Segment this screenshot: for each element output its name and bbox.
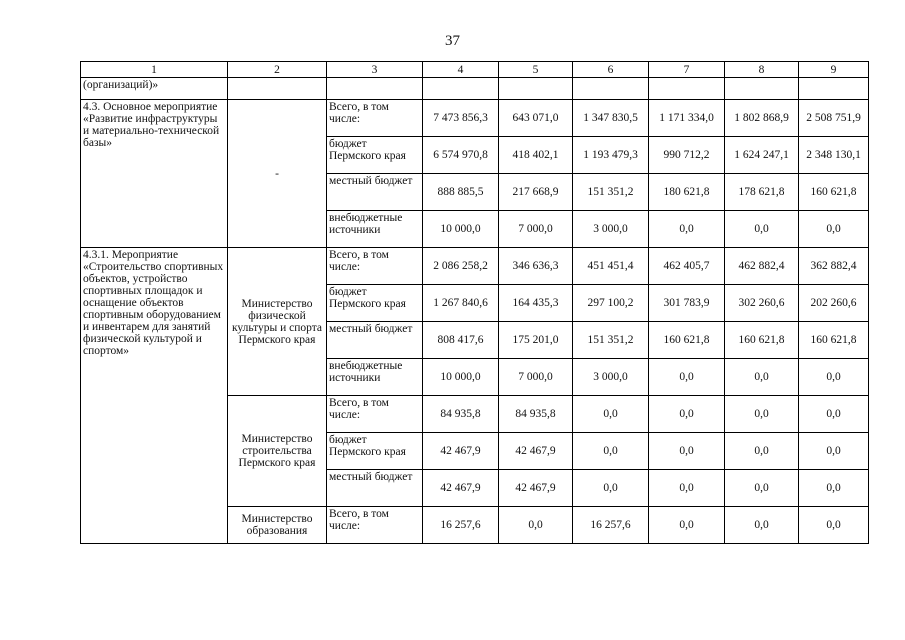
value-cell: 462 882,4 (725, 248, 799, 285)
value-cell: 160 621,8 (725, 322, 799, 359)
table-row (81, 248, 869, 285)
executor-cell: Министерство образования (228, 507, 327, 544)
value-cell: 0,0 (725, 211, 799, 248)
value-cell: 1 171 334,0 (649, 100, 725, 137)
header-row (81, 62, 869, 78)
value-cell: 302 260,6 (725, 285, 799, 322)
value-cell: 0,0 (649, 433, 725, 470)
value-cell: 808 417,6 (423, 322, 499, 359)
value-cell: 2 086 258,2 (423, 248, 499, 285)
header-cell: 9 (799, 62, 869, 78)
value-cell: 297 100,2 (573, 285, 649, 322)
value-cell: 6 574 970,8 (423, 137, 499, 174)
value-cell: 0,0 (573, 396, 649, 433)
value-cell: 462 405,7 (649, 248, 725, 285)
value-cell: 16 257,6 (573, 507, 649, 544)
funding-source-cell: бюджет Пермского края (327, 433, 423, 470)
value-cell: 164 435,3 (499, 285, 573, 322)
value-cell: 3 000,0 (573, 359, 649, 396)
value-cell: 0,0 (649, 359, 725, 396)
value-cell: 0,0 (499, 507, 573, 544)
empty-cell (725, 78, 799, 100)
funding-source-cell: местный бюджет (327, 470, 423, 507)
value-cell: 42 467,9 (423, 433, 499, 470)
funding-source-cell: бюджет Пермского края (327, 285, 423, 322)
value-cell: 0,0 (725, 359, 799, 396)
empty-cell (573, 78, 649, 100)
funding-source-cell: внебюджетные источники (327, 211, 423, 248)
empty-cell (799, 78, 869, 100)
value-cell: 1 193 479,3 (573, 137, 649, 174)
value-cell: 0,0 (649, 470, 725, 507)
value-cell: 160 621,8 (799, 174, 869, 211)
funding-source-cell: Всего, в том числе: (327, 396, 423, 433)
header-cell: 1 (81, 62, 228, 78)
org-row (81, 78, 869, 100)
value-cell: 84 935,8 (423, 396, 499, 433)
value-cell: 10 000,0 (423, 211, 499, 248)
value-cell: 0,0 (799, 507, 869, 544)
funding-source-cell: Всего, в том числе: (327, 100, 423, 137)
value-cell: 0,0 (799, 211, 869, 248)
value-cell: 178 621,8 (725, 174, 799, 211)
value-cell: 1 267 840,6 (423, 285, 499, 322)
value-cell: 346 636,3 (499, 248, 573, 285)
activity-name-cell: 4.3.1. Мероприятие «Строительство спортивных объектов, устройство спортивных площадок и оснащение объектов спортивным оборудованием и инвентарем для занятий физической культурой и спортом» (81, 248, 228, 544)
value-cell: 0,0 (725, 396, 799, 433)
empty-cell (228, 78, 327, 100)
value-cell: 0,0 (649, 211, 725, 248)
value-cell: 0,0 (649, 396, 725, 433)
value-cell: 7 473 856,3 (423, 100, 499, 137)
value-cell: 418 402,1 (499, 137, 573, 174)
value-cell: 160 621,8 (799, 322, 869, 359)
value-cell: 3 000,0 (573, 211, 649, 248)
funding-source-cell: Всего, в том числе: (327, 507, 423, 544)
value-cell: 0,0 (573, 470, 649, 507)
header-cell: 5 (499, 62, 573, 78)
value-cell: 42 467,9 (499, 470, 573, 507)
empty-cell (649, 78, 725, 100)
value-cell: 202 260,6 (799, 285, 869, 322)
empty-cell (499, 78, 573, 100)
value-cell: 217 668,9 (499, 174, 573, 211)
empty-cell (423, 78, 499, 100)
page-number: 37 (445, 33, 460, 49)
value-cell: 42 467,9 (499, 433, 573, 470)
executor-cell: Министерство строительства Пермского края (228, 396, 327, 507)
value-cell: 84 935,8 (499, 396, 573, 433)
value-cell: 0,0 (799, 433, 869, 470)
value-cell: 0,0 (649, 507, 725, 544)
value-cell: 42 467,9 (423, 470, 499, 507)
value-cell: 7 000,0 (499, 211, 573, 248)
value-cell: 16 257,6 (423, 507, 499, 544)
value-cell: 301 783,9 (649, 285, 725, 322)
value-cell: 0,0 (799, 396, 869, 433)
value-cell: 1 802 868,9 (725, 100, 799, 137)
header-cell: 8 (725, 62, 799, 78)
budget-table (80, 61, 869, 544)
value-cell: 362 882,4 (799, 248, 869, 285)
table-row (81, 100, 869, 137)
activity-name-cell: 4.3. Основное мероприятие «Развитие инфраструктуры и материально-технической базы» (81, 100, 228, 248)
header-cell: 3 (327, 62, 423, 78)
value-cell: 0,0 (799, 359, 869, 396)
value-cell: 2 508 751,9 (799, 100, 869, 137)
header-cell: 2 (228, 62, 327, 78)
value-cell: 990 712,2 (649, 137, 725, 174)
org-name-cell: (организаций)» (81, 78, 228, 100)
executor-cell: Министерство физической культуры и спорта Пермского края (228, 248, 327, 396)
value-cell: 175 201,0 (499, 322, 573, 359)
value-cell: 1 347 830,5 (573, 100, 649, 137)
value-cell: 2 348 130,1 (799, 137, 869, 174)
value-cell: 451 451,4 (573, 248, 649, 285)
value-cell: 160 621,8 (649, 322, 725, 359)
value-cell: 10 000,0 (423, 359, 499, 396)
value-cell: 0,0 (799, 470, 869, 507)
value-cell: 151 351,2 (573, 174, 649, 211)
header-cell: 6 (573, 62, 649, 78)
value-cell: 0,0 (573, 433, 649, 470)
funding-source-cell: бюджет Пермского края (327, 137, 423, 174)
header-cell: 4 (423, 62, 499, 78)
funding-source-cell: Всего, в том числе: (327, 248, 423, 285)
value-cell: 0,0 (725, 470, 799, 507)
value-cell: 151 351,2 (573, 322, 649, 359)
executor-cell: - (228, 100, 327, 248)
value-cell: 7 000,0 (499, 359, 573, 396)
value-cell: 0,0 (725, 507, 799, 544)
funding-source-cell: местный бюджет (327, 322, 423, 359)
funding-source-cell: местный бюджет (327, 174, 423, 211)
value-cell: 643 071,0 (499, 100, 573, 137)
value-cell: 180 621,8 (649, 174, 725, 211)
funding-source-cell: внебюджетные источники (327, 359, 423, 396)
value-cell: 888 885,5 (423, 174, 499, 211)
value-cell: 1 624 247,1 (725, 137, 799, 174)
empty-cell (327, 78, 423, 100)
value-cell: 0,0 (725, 433, 799, 470)
header-cell: 7 (649, 62, 725, 78)
